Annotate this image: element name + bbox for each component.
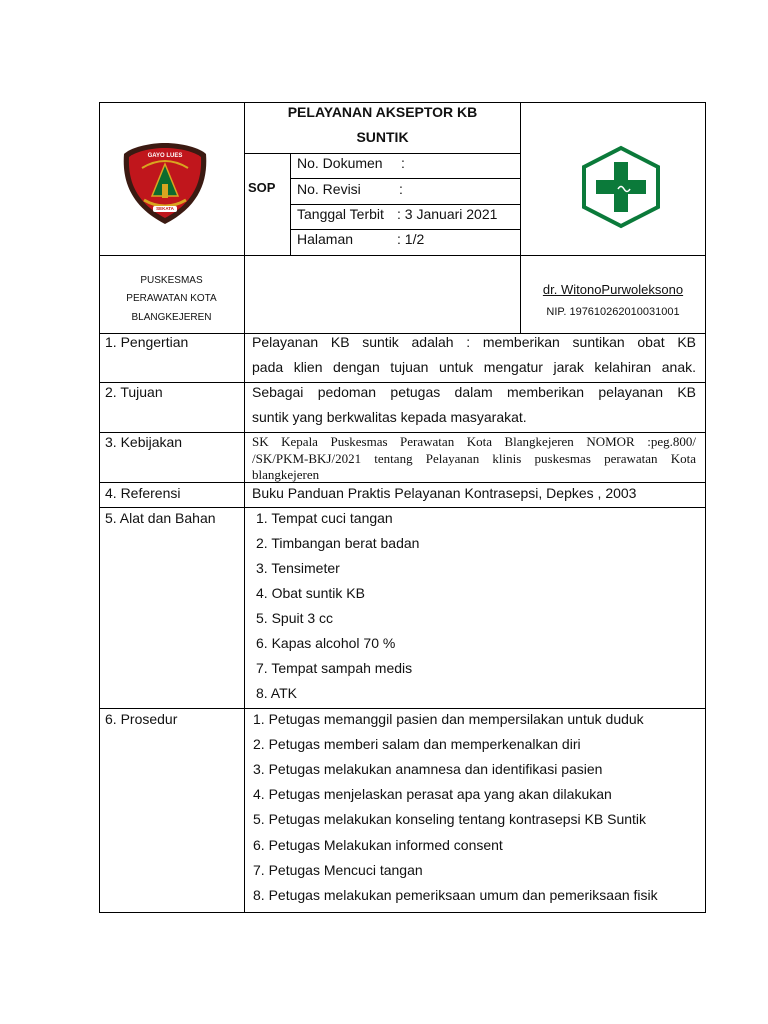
- section-label-kebijakan: 3. Kebijakan: [105, 434, 183, 450]
- section-label-alat: 5. Alat dan Bahan: [105, 510, 216, 526]
- revision-label: No. Revisi: [297, 181, 361, 197]
- doc-number-label: No. Dokumen: [297, 155, 383, 171]
- doc-number-colon: :: [401, 155, 405, 171]
- alat-item: 6. Kapas alcohol 70 %: [256, 635, 396, 651]
- regency-shield-logo: [120, 140, 210, 228]
- tujuan-line1: Sebagai pedoman petugas dalam memberikan pelayanan KB: [252, 384, 696, 400]
- alat-item: 3. Tensimeter: [256, 560, 340, 576]
- org-name-line1: PUSKESMAS: [140, 275, 203, 286]
- prosedur-item: 8. Petugas melakukan pemeriksaan umum dan pemeriksaan fisik: [253, 887, 658, 903]
- org-name-line3: BLANGKEJEREN: [131, 312, 212, 323]
- prosedur-item: 1. Petugas memanggil pasien dan mempersilakan untuk duduk: [253, 711, 644, 727]
- sop-title-line2: SUNTIK: [356, 129, 409, 145]
- prosedur-item: 6. Petugas Melakukan informed consent: [253, 837, 503, 853]
- issue-date-value: : 3 Januari 2021: [397, 206, 498, 222]
- section-label-prosedur: 6. Prosedur: [105, 711, 178, 727]
- tujuan-line2: suntik yang berkwalitas kepada masyarakat.: [252, 409, 527, 425]
- page-value: : 1/2: [397, 231, 425, 247]
- alat-item: 5. Spuit 3 cc: [256, 610, 334, 626]
- referensi-text: Buku Panduan Praktis Pelayanan Kontrasepsi, Depkes , 2003: [252, 485, 637, 501]
- prosedur-item: 4. Petugas menjelaskan perasat apa yang akan dilakukan: [253, 786, 612, 802]
- issue-date-label: Tanggal Terbit: [297, 206, 384, 222]
- alat-item: 7. Tempat sampah medis: [256, 660, 413, 676]
- sop-label: SOP: [248, 180, 276, 195]
- kebijakan-line2: /SK/PKM-BKJ/2021 tentang Pelayanan klinis puskesmas perawatan Kota: [252, 451, 696, 466]
- puskesmas-logo: [578, 145, 664, 229]
- prosedur-item: 7. Petugas Mencuci tangan: [253, 862, 423, 878]
- alat-item: 8. ATK: [256, 685, 297, 701]
- kebijakan-line1: SK Kepala Puskesmas Perawatan Kota Blangkejeren NOMOR :peg.800/: [252, 434, 696, 449]
- org-name-line2: PERAWATAN KOTA: [126, 293, 217, 304]
- alat-item: 2. Timbangan berat badan: [256, 535, 420, 551]
- prosedur-item: 3. Petugas melakukan anamnesa dan identifikasi pasien: [253, 761, 603, 777]
- sop-title-line1: PELAYANAN AKSEPTOR KB: [287, 104, 478, 120]
- kebijakan-line3: blangkejeren: [252, 467, 320, 482]
- prosedur-item: 2. Petugas memberi salam dan memperkenalkan diri: [253, 736, 581, 752]
- shield-bottom-text: SEKATA: [156, 206, 174, 211]
- pengertian-line1: Pelayanan KB suntik adalah : memberikan suntikan obat KB: [252, 334, 696, 350]
- alat-item: 4. Obat suntik KB: [256, 585, 365, 601]
- alat-item: 1. Tempat cuci tangan: [256, 510, 393, 526]
- page-label: Halaman: [297, 231, 354, 247]
- pengertian-line2: pada klien dengan tujuan untuk mengatur jarak kelahiran anak.: [252, 359, 696, 375]
- section-label-pengertian: 1. Pengertian: [105, 334, 189, 350]
- prosedur-item: 5. Petugas melakukan konseling tentang kontrasepsi KB Suntik: [253, 811, 647, 827]
- revision-colon: :: [399, 181, 403, 197]
- signatory-nip: NIP. 197610262010031001: [546, 306, 680, 318]
- shield-top-text: GAYO LUES: [147, 153, 183, 159]
- section-label-referensi: 4. Referensi: [105, 485, 181, 501]
- section-label-tujuan: 2. Tujuan: [105, 384, 163, 400]
- signatory-name: dr. WitonoPurwoleksono: [542, 282, 684, 297]
